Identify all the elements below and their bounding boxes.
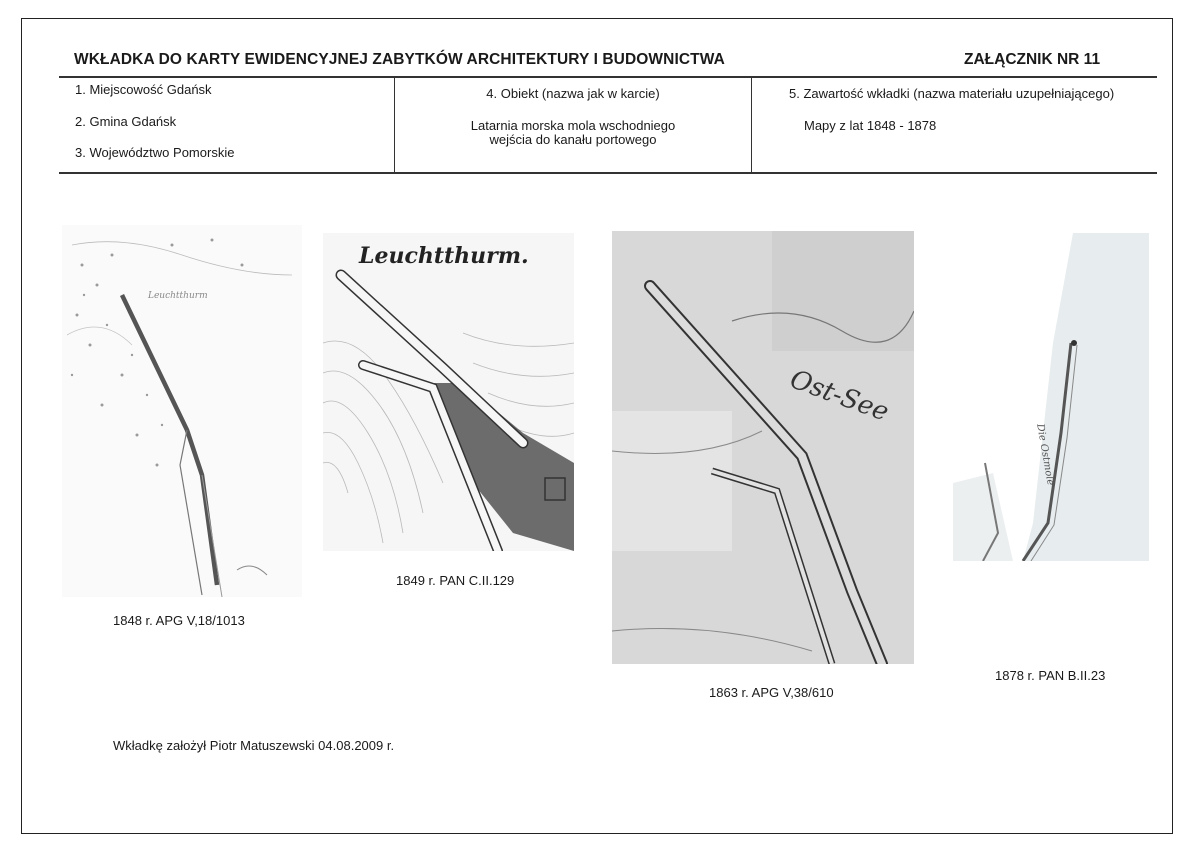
map-1848-label: Leuchtthurm	[148, 291, 208, 301]
commune-field: 2. Gmina Gdańsk	[75, 114, 177, 129]
table-bottom-rule	[59, 172, 1157, 174]
object-label: 4. Obiekt (nazwa jak w karcie)	[486, 86, 660, 101]
contents-label: 5. Zawartość wkładki (nazwa materiału uzupełniającego)	[789, 86, 1115, 101]
table-divider-2	[751, 76, 752, 173]
map-1878-label: Die Ostmole	[1034, 423, 1056, 487]
map-1848	[62, 225, 302, 597]
map-1878-caption: 1878 r. PAN B.II.23	[995, 668, 1106, 683]
map-1849-caption: 1849 r. PAN C.II.129	[396, 573, 515, 588]
map-1848-drawing	[62, 225, 302, 597]
voivodeship-field: 3. Województwo Pomorskie	[75, 145, 235, 160]
map-1863	[612, 231, 914, 664]
locality-field: 1. Miejscowość Gdańsk	[75, 82, 212, 97]
author-note: Wkładkę założył Piotr Matuszewski 04.08.2009 r.	[113, 738, 395, 753]
map-1878-drawing	[953, 233, 1149, 561]
annex-number: ZAŁĄCZNIK NR 11	[964, 51, 1101, 68]
map-1849-label: Leuchtthurm.	[359, 243, 529, 269]
map-1863-label: Ost-See	[785, 364, 893, 428]
document-title: WKŁADKA DO KARTY EWIDENCYJNEJ ZABYTKÓW ARCHITEKTURY I BUDOWNICTWA	[74, 51, 725, 68]
table-top-rule	[59, 76, 1157, 78]
map-1878	[953, 233, 1149, 561]
map-1848-caption: 1848 r. APG V,18/1013	[113, 613, 245, 628]
map-1849-drawing	[323, 233, 574, 551]
object-name-line1: Latarnia morska mola wschodniego	[470, 118, 676, 133]
map-1863-drawing	[612, 231, 914, 664]
contents-value: Mapy z lat 1848 - 1878	[804, 118, 937, 133]
map-1863-caption: 1863 r. APG V,38/610	[709, 685, 834, 700]
map-1849	[323, 233, 574, 551]
object-name-line2: wejścia do kanału portowego	[489, 132, 657, 147]
